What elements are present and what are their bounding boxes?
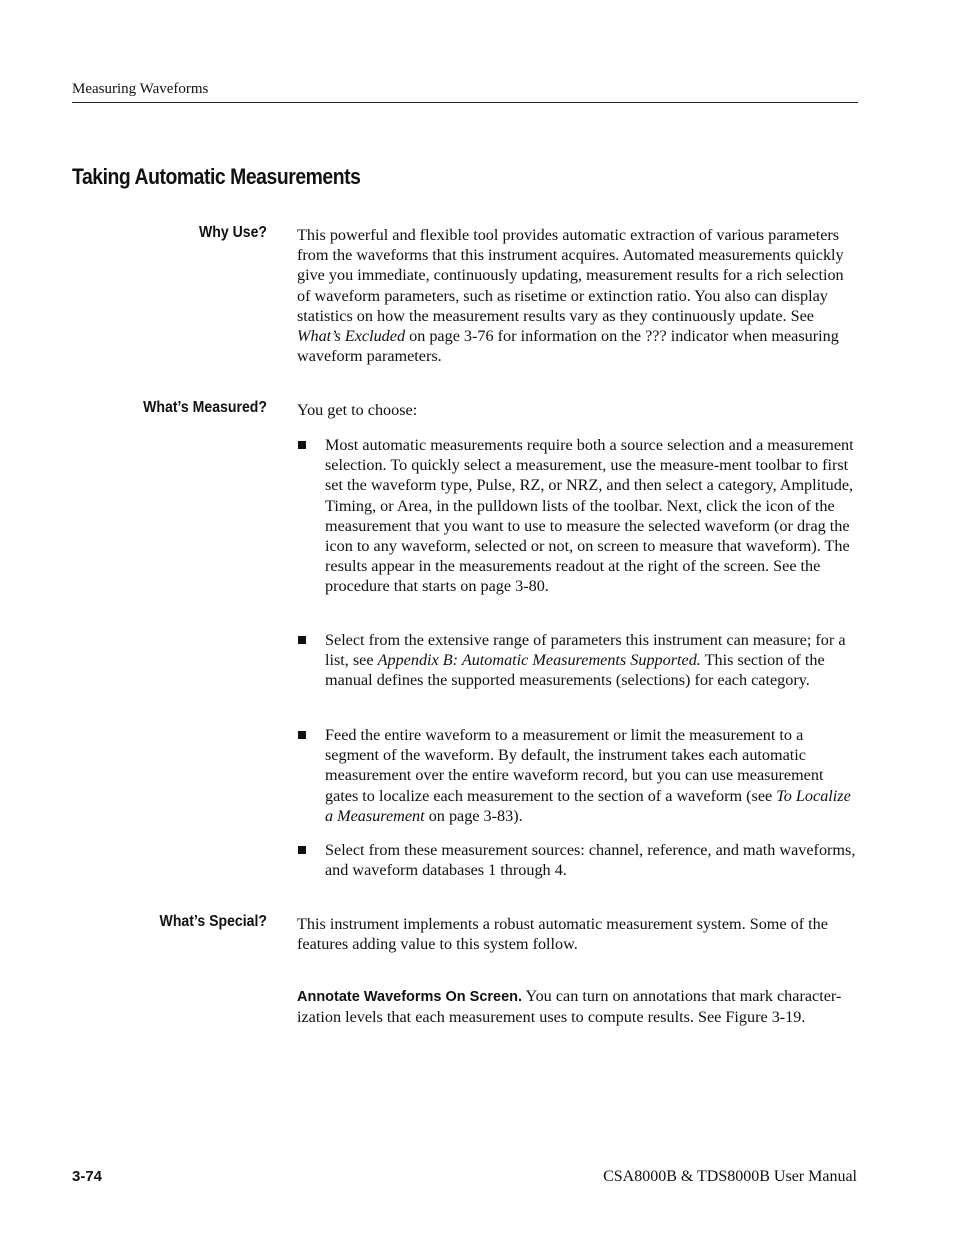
bullet-square-icon — [298, 636, 306, 644]
header-divider — [72, 102, 858, 103]
list-item — [297, 630, 859, 691]
why-use-text: This powerful and flexible tool provides automatic extraction of various parameters from the waveforms that this instrument acquires. Automated measurements quickly give you immediate, continuously updating, measurement results for a rich selection of waveform parameters, such as risetime or extinction ratio. You also can display statistics on how the measurement results vary as they continuously update. See — [297, 226, 844, 325]
manual-title: CSA8000B & TDS8000B User Manual — [603, 1168, 857, 1185]
bullet-text-2: Select from the extensive range of parameters this instrument can measure; for a list, see Appendix B: Automatic Measurements Supported. This section of the manual defines the supported measurements (selections) for each category. — [325, 631, 846, 690]
side-heading-whats-special: What’s Special? — [159, 913, 267, 930]
bullet-text-4: Select from these measurement sources: channel, reference, and math waveforms, and waveform databases 1 through 4. — [325, 841, 856, 880]
side-heading-whats-measured: What’s Measured? — [143, 399, 267, 416]
why-use-paragraph — [297, 225, 859, 366]
bullet-square-icon — [298, 731, 306, 739]
bullet-text-1: Most automatic measurements require both a source selection and a measurement selection. To quickly select a measurement, use the measure-ment toolbar to first set the waveform type, Pulse, RZ, or NRZ, and then select a category, Amplitude, Timing, or Area, in the pulldown lists of the toolbar. Next, click the icon of the measurement that you want to use to measure the selected waveform (or drag the icon to any waveform, selected or not, on screen to measure that waveform). The results appear in the measurements readout at the right of the screen. See the procedure that starts on page 3-80. — [325, 436, 854, 596]
page-title: Taking Automatic Measurements — [72, 164, 361, 189]
list-item — [297, 435, 859, 597]
appendix-b-reference[interactable]: Appendix B: Automatic Measurements Supported. — [377, 651, 701, 670]
localize-measurement-reference[interactable]: To Localize a Measurement — [325, 786, 851, 825]
bullet-square-icon — [298, 441, 306, 449]
whats-measured-intro: You get to choose: — [297, 401, 418, 419]
annotate-waveforms-text: You can turn on annotations that mark character-ization levels that each measurement uses to compute results. See Figure 3-19. — [297, 987, 842, 1027]
bullet-square-icon — [298, 846, 306, 854]
running-header-section: Measuring Waveforms — [72, 81, 209, 97]
list-item — [297, 725, 859, 826]
why-use-text-end: on page 3-76 for information on the ??? indicator when measuring waveform parameters. — [297, 327, 839, 366]
annotate-waveforms-paragraph — [297, 986, 859, 1027]
bullet-text-3: Feed the entire waveform to a measurement or limit the measurement to a segment of the waveform. By default, the instrument takes each automatic measurement over the entire waveform record, but you can use measurement gates to localize each measurement to the section of a waveform (see To Localize a Measurement on page 3-83). — [325, 726, 851, 825]
side-heading-why-use: Why Use? — [198, 224, 267, 241]
annotate-waveforms-heading: Annotate Waveforms On Screen. — [297, 989, 523, 1005]
page-number: 3-74 — [72, 1168, 103, 1185]
whats-special-paragraph: This instrument implements a robust automatic measurement system. Some of the features adding value to this system follow. — [297, 915, 828, 954]
whats-excluded-reference[interactable]: What’s Excluded — [297, 327, 406, 346]
list-item — [297, 840, 859, 880]
